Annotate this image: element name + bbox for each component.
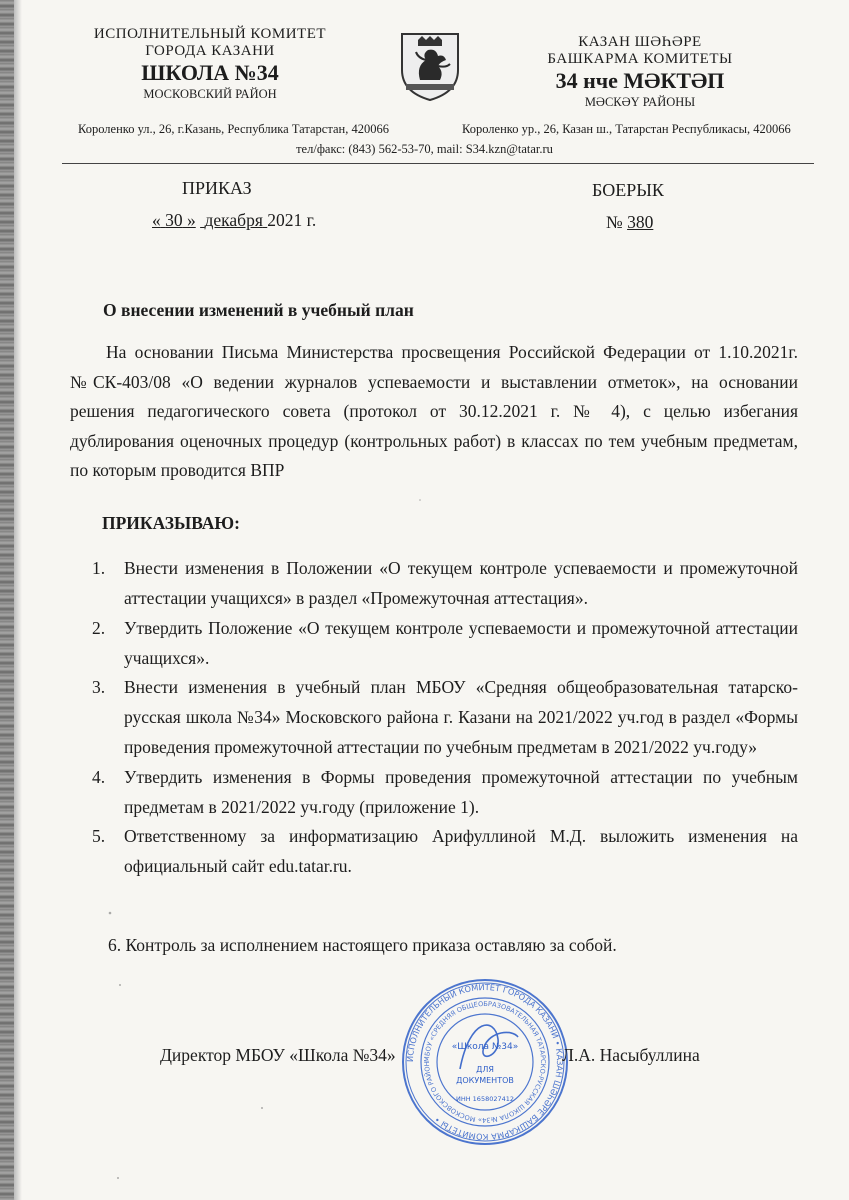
order-word: ПРИКАЗЫВАЮ: bbox=[102, 513, 240, 533]
list-item-text: Утвердить изменения в Формы проведения промежуточной аттестации по учебным предметам в 2021/2022 уч.году (приложение 1). bbox=[124, 766, 798, 817]
list-item-number: 2. bbox=[92, 617, 106, 638]
header-right-line2: БАШКАРМА КОМИТЕТЫ bbox=[547, 51, 733, 67]
contacts: тел/факс: (843) 562-53-70, mail: S34.kzn@tatar.ru bbox=[296, 142, 553, 156]
signature-name: Л.А. Насыбуллина bbox=[562, 1045, 700, 1065]
signature-position: Директор МБОУ «Школа №34» bbox=[160, 1045, 396, 1065]
official-stamp bbox=[400, 977, 570, 1147]
order-subject: О внесении изменений в учебный план bbox=[103, 300, 414, 320]
header-left-line2: ГОРОДА КАЗАНИ bbox=[145, 43, 275, 59]
list-item-number: 5. bbox=[92, 826, 106, 846]
date-year: 2021 г. bbox=[267, 210, 317, 230]
date-month: декабря bbox=[204, 210, 263, 230]
header-right-school: 34 нче МӘКТӘП bbox=[555, 68, 725, 93]
header-left-line1: ИСПОЛНИТЕЛЬНЫЙ КОМИТЕТ bbox=[93, 26, 327, 42]
stamp-inner-text: МБОУ «СРЕДНЯЯ ОБЩЕОБРАЗОВАТЕЛЬНАЯ ТАТАРСКО-РУССКАЯ ШКОЛА №34» МОСКОВСКОГО РАЙОН bbox=[422, 999, 548, 1125]
order-title-ru: ПРИКАЗ bbox=[182, 178, 252, 198]
header-left bbox=[60, 26, 360, 102]
header-divider bbox=[62, 163, 814, 164]
address-right: Короленко ур., 26, Казан ш., Татарстан Республикасы, 420066 bbox=[462, 122, 791, 136]
list-item bbox=[92, 553, 798, 613]
order-title-tt: БОЕРЫК bbox=[592, 180, 664, 200]
address-left: Короленко ул., 26, г.Казань, Республика Татарстан, 420066 bbox=[78, 122, 389, 136]
stamp-inn: ИНН 1658027412 bbox=[455, 1095, 515, 1103]
order-number-value: 380 bbox=[627, 212, 654, 232]
final-clause: 6. Контроль за исполнением настоящего приказа оставляю за собой. bbox=[108, 935, 617, 955]
header-right bbox=[490, 34, 790, 110]
list-item-text: Ответственному за информатизацию Арифуллиной М.Д. выложить изменения на официальный сайт edu.tatar.ru. bbox=[124, 826, 798, 876]
date-open-quote: « bbox=[152, 210, 161, 230]
list-item bbox=[92, 821, 798, 881]
header-right-line1: КАЗАН ШӘҺӘРЕ bbox=[578, 34, 702, 50]
order-number bbox=[606, 212, 653, 233]
list-item bbox=[92, 672, 798, 762]
list-item-text: Внести изменения в Положении «О текущем контроле успеваемости и промежуточной аттестации учащихся» в раздел «Промежуточная аттестация». bbox=[124, 558, 798, 608]
order-date bbox=[152, 210, 316, 231]
list-item bbox=[92, 762, 798, 822]
scan-edge bbox=[0, 0, 14, 1200]
list-item-number: 3. bbox=[92, 677, 106, 697]
header-right-district: МӘСКӘҮ РАЙОНЫ bbox=[584, 95, 696, 109]
header-left-school: ШКОЛА №34 bbox=[141, 60, 279, 85]
order-number-prefix: № bbox=[606, 212, 623, 232]
stamp-center-line3: ДОКУМЕНТОВ bbox=[456, 1076, 514, 1085]
header-left-district: МОСКОВСКИЙ РАЙОН bbox=[143, 87, 277, 101]
scan-edge-shadow bbox=[14, 0, 22, 1200]
list-item-number: 4. bbox=[92, 766, 106, 787]
date-day: 30 bbox=[165, 210, 183, 230]
date-close-quote: » bbox=[187, 210, 196, 230]
list-item-text: Утвердить Положение «О текущем контроле успеваемости и промежуточной аттестации учащихся». bbox=[124, 617, 798, 668]
list-item-number: 1. bbox=[92, 558, 106, 578]
order-items-list bbox=[92, 553, 798, 881]
stamp-center-line2: ДЛЯ bbox=[476, 1065, 494, 1074]
list-item bbox=[92, 613, 798, 673]
kazan-coat-of-arms-icon bbox=[398, 30, 462, 102]
stamp-center-line1: «Школа №34» bbox=[451, 1042, 519, 1052]
stamp-outer-text: ИСПОЛНИТЕЛЬНЫЙ КОМИТЕТ ГОРОДА КАЗАНИ • КАЗАН ШӘҺӘРЕ БАШКАРМА КОМИТЕТЫ • bbox=[404, 981, 566, 1143]
preamble-paragraph: На основании Письма Министерства просвещения Российской Федерации от 1.10.2021г. №СК-403/08 «О ведении журналов успеваемости и выставлении отметок», на основании решения педагогического совета (протокол от 30.12.2021 г. № 4), с целью избегания дублирования оценочных процедур (контрольных работ) в классах по тем учебным предметам, по которым проводится ВПР bbox=[70, 342, 798, 480]
list-item-text: Внести изменения в учебный план МБОУ «Средняя общеобразовательная татарско-русская школа №34» Московского района г. Казани на 2021/2022 уч.год в раздел «Формы проведения промежуточной аттестации по учебным предметам в 2021/2022 уч.году» bbox=[124, 677, 798, 757]
